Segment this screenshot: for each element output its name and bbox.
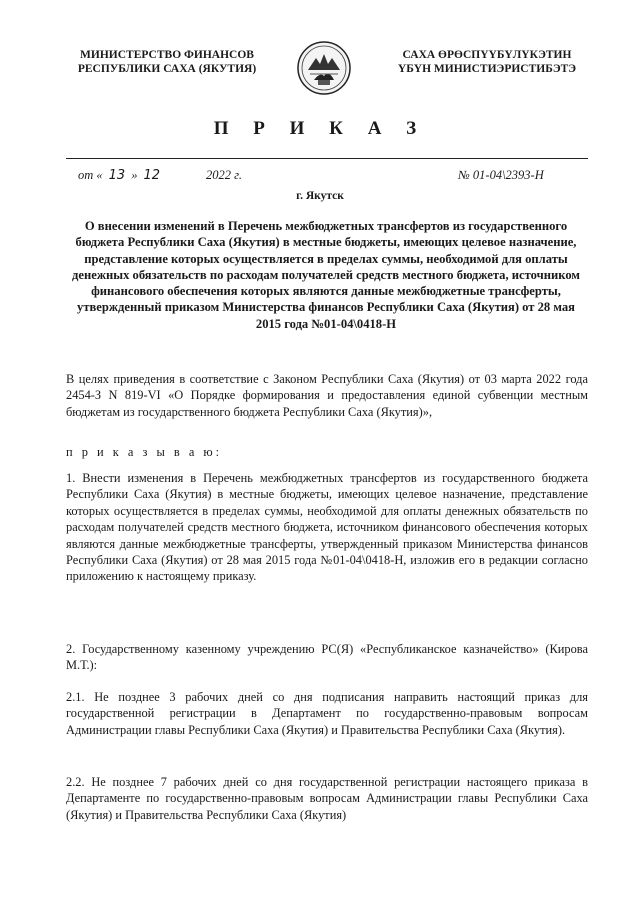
ministry-name-ru — [52, 48, 282, 76]
ministry-name-ru-line1: МИНИСТЕРСТВО ФИНАНСОВ — [80, 49, 254, 61]
document-number — [458, 168, 544, 183]
item-2-2-paragraph: 2.2. Не позднее 7 рабочих дней со дня государственной регистрации настоящего приказа в Департаменте по государственно-правовым вопросам Администрации главы Республики Саха (Якутия) и Правительства Республики Саха (Якутия) — [66, 775, 588, 822]
document-city: г. Якутск — [296, 190, 344, 202]
letterhead — [0, 40, 640, 100]
coat-of-arms-icon — [296, 40, 352, 96]
date-year: 2022 г. — [206, 168, 242, 182]
order-word: п р и к а з ы в а ю: — [66, 445, 223, 459]
document-date — [78, 168, 242, 183]
date-mid: » — [131, 168, 138, 182]
number-prefix: № 01-04\ — [458, 168, 506, 182]
ministry-name-ru-line2: РЕСПУБЛИКИ САХА (ЯКУТИЯ) — [77, 63, 257, 75]
date-month: 12 — [143, 168, 160, 183]
ministry-name-sah — [372, 48, 602, 76]
item-2-paragraph: 2. Государственному казенному учреждению РС(Я) «Республиканское казначейство» (Кирова М.Т.): — [66, 642, 588, 673]
number-value: 2393-Н — [505, 168, 544, 182]
preamble-paragraph: В целях приведения в соответствие с Законом Республики Саха (Якутия) от 03 марта 2022 года 2454-З N 819-VI «О Порядке формирования и предоставления единой субвенции местным бюджетам из государственного бюджета Республики Саха (Якутия)», — [66, 372, 588, 419]
ministry-name-sah-line1: САХА ӨРӨСПҮҮБҮЛҮКЭТИН — [402, 49, 572, 61]
document-subject: О внесении изменений в Перечень межбюджетных трансфертов из государственного бюджета Республики Саха (Якутия) в местные бюджеты, имеющих целевое назначение, представление которых осуществляется в пределах суммы, необходимой для оплаты денежных обязательств по расходам получателей средств местного бюджета, источником финансового обеспечения которых являются данные межбюджетные трансферты, утвержденный приказом Министерства финансов Республики Саха (Якутия) от 28 мая 2015 года №01-04\0418-Н — [72, 219, 580, 331]
item-1-paragraph: 1. Внести изменения в Перечень межбюджетных трансфертов из государственного бюджета Республики Саха (Якутия) в местные бюджеты, имеющих целевое назначение, представление которых осуществляется в пределах суммы, необходимой для оплаты денежных обязательств по расходам получателей средств местного бюджета, источником финансового обеспечения которых являются данные межбюджетные трансферты, утвержденный приказом Министерства финансов Республики Саха (Якутия) от 28 мая 2015 года №01-04\0418-Н, изложив его в редакции согласно приложению к настоящему приказу. — [66, 471, 588, 584]
date-day: 13 — [108, 168, 126, 183]
ministry-name-sah-line2: ҮБҮН МИНИСТИЭРИСТИБЭТЭ — [397, 63, 577, 75]
item-2-1-paragraph: 2.1. Не позднее 3 рабочих дней со дня подписания направить настоящий приказ для государственной регистрации в Департамент по государственно-правовым вопросам Администрации главы Республики Саха (Якутия) и Правительства Республики Саха (Якутия). — [66, 690, 588, 737]
date-prefix: от « — [78, 168, 103, 182]
document-title: П Р И К А З — [213, 118, 427, 139]
divider — [66, 158, 588, 159]
